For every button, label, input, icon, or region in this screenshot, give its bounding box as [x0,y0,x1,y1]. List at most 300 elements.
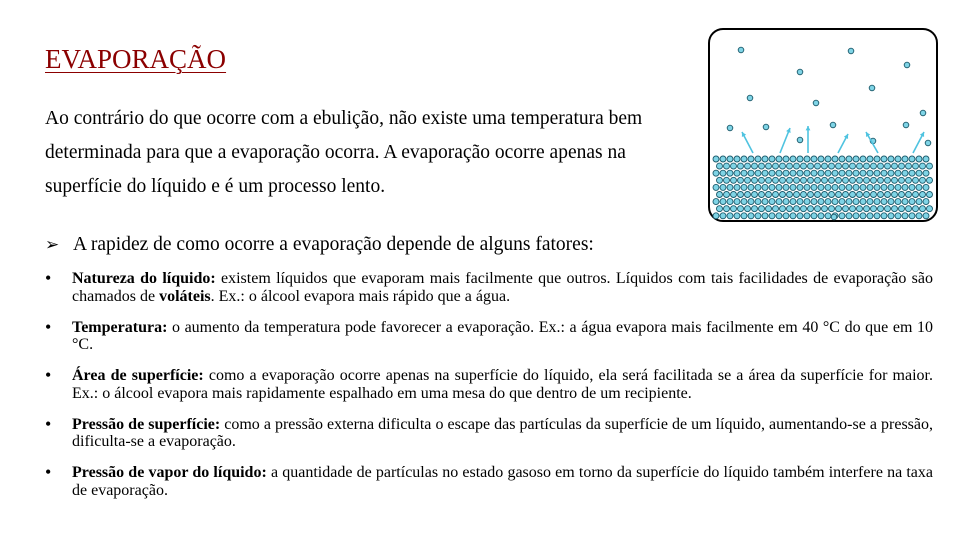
particle [808,192,814,198]
particle [881,213,887,219]
particle [867,213,873,219]
particle [734,170,740,176]
particle [720,199,726,205]
particle [853,170,859,176]
particle [794,177,800,183]
particle [769,213,775,219]
particle [815,177,821,183]
particle [752,206,758,212]
particle [747,95,753,101]
particle [888,170,894,176]
particle [857,206,863,212]
particle [822,177,828,183]
particle [766,192,772,198]
particle [780,206,786,212]
particle [888,213,894,219]
particle [825,213,831,219]
particle [727,184,733,190]
particle [790,213,796,219]
particle [727,156,733,162]
factors-lead [45,234,705,256]
particle [874,156,880,162]
particle [822,163,828,169]
particle [839,156,845,162]
particle [916,184,922,190]
particle [867,199,873,205]
particle [790,156,796,162]
particle [913,163,919,169]
particle [790,199,796,205]
particle [831,214,837,220]
particle [818,170,824,176]
liquid-particles [713,156,933,219]
particle [755,170,761,176]
particle [843,163,849,169]
particle [794,192,800,198]
particle [885,177,891,183]
particle [825,184,831,190]
particle [864,192,870,198]
particle [752,192,758,198]
particle [752,163,758,169]
particle [717,192,723,198]
particle [853,213,859,219]
particle [738,206,744,212]
particle [846,184,852,190]
factors-lead-text: A rapidez de como ocorre a evaporação depende de alguns fatores: [73,234,594,255]
particle [864,206,870,212]
particle [867,170,873,176]
factor-highlight: voláteis [159,287,211,305]
particle [846,213,852,219]
particle [748,213,754,219]
particle [762,156,768,162]
particle [888,184,894,190]
particle [811,184,817,190]
particle [899,177,905,183]
particle [797,137,803,143]
particle [895,213,901,219]
factor-item [45,367,933,402]
particle [731,177,737,183]
particle [766,206,772,212]
particle [906,163,912,169]
particle [850,163,856,169]
factor-text: como a evaporação ocorre apenas na superfície do líquido, ela será facilitada se a área da superfície for maior. Ex.: o álcool evapora mais rapidamente espalhado em uma mesa do que dentro de um recipiente. [72,367,933,402]
particle [871,163,877,169]
particle [713,156,719,162]
particle [909,156,915,162]
particle [797,170,803,176]
particle [874,199,880,205]
particle [881,199,887,205]
particle [895,170,901,176]
particle [867,184,873,190]
particle [916,199,922,205]
particle [920,177,926,183]
particle [738,177,744,183]
particle [763,124,769,130]
particle [860,170,866,176]
particle [738,163,744,169]
particle [874,213,880,219]
particle [927,177,933,183]
particle [773,206,779,212]
arrow-bullet-icon: ➢ [45,235,60,254]
particle [762,199,768,205]
particle [794,206,800,212]
bullet-dot-icon: • [45,365,52,385]
factor-text-2: . Ex.: o álcool evapora mais rápido que a água. [210,287,511,305]
particle [885,192,891,198]
particle [899,163,905,169]
particle [790,184,796,190]
particle [899,206,905,212]
particle [825,199,831,205]
particle [892,206,898,212]
bullet-dot-icon: • [45,462,52,482]
factor-term: Temperatura: [72,318,168,336]
particle [902,170,908,176]
particle [839,170,845,176]
particle [787,206,793,212]
factor-text: como a pressão externa dificulta o escape das partículas da superfície de um líquido, aumentando-se a pressão, dificulta-se a evaporação. [72,415,933,450]
particle [734,199,740,205]
particle [818,156,824,162]
particle [836,192,842,198]
particle [909,170,915,176]
factor-item [45,464,933,499]
particle [815,163,821,169]
particle [860,213,866,219]
particle [738,192,744,198]
factors-list [45,270,933,513]
particle [822,206,828,212]
particle [724,192,730,198]
particle [773,163,779,169]
particle [724,177,730,183]
particle [913,177,919,183]
factor-term: Pressão de superfície: [72,415,221,433]
particle [801,163,807,169]
particle [860,199,866,205]
particle [853,156,859,162]
particle [815,206,821,212]
particle [797,184,803,190]
particle [829,192,835,198]
particle [811,199,817,205]
particle [878,177,884,183]
particle [832,199,838,205]
particle [923,199,929,205]
particle [776,170,782,176]
particle [885,206,891,212]
particle [825,156,831,162]
particle [759,192,765,198]
intro-paragraph: Ao contrário do que ocorre com a ebulição, não existe uma temperatura bem determinada para que a evaporação ocorra. A evaporação ocorre apenas na superfície do líquido e é um processo lento. [45,108,643,197]
particle [850,177,856,183]
particle [906,206,912,212]
particle [839,199,845,205]
particle [902,213,908,219]
particle [839,213,845,219]
particle [818,199,824,205]
particle [745,163,751,169]
particle [769,184,775,190]
particle [734,184,740,190]
particle [787,177,793,183]
particle [787,192,793,198]
particle [832,184,838,190]
particle [927,192,933,198]
particle [780,192,786,198]
particle [720,213,726,219]
particle [766,177,772,183]
particle [738,47,744,53]
particle [804,156,810,162]
particle [895,199,901,205]
particle [811,170,817,176]
particle [748,199,754,205]
particle [909,199,915,205]
particle [713,184,719,190]
bullet-dot-icon: • [45,316,52,337]
particle [783,170,789,176]
particle [801,206,807,212]
particle [752,177,758,183]
particle [759,177,765,183]
particle [762,170,768,176]
particle [811,156,817,162]
factor-text: o aumento da temperatura pode favorecer a evaporação. Ex.: a água evapora mais facilmente em 40 °C do que em 10 °C. [72,318,933,353]
factor-text: existem líquidos que evaporam mais facilmente que outros. Líquidos com tais facilidades de evaporação são chamados de [72,270,933,305]
particle [769,156,775,162]
particle [902,156,908,162]
particle [881,184,887,190]
particle [776,213,782,219]
particle [748,170,754,176]
particle [759,163,765,169]
particle [853,184,859,190]
particle [755,156,761,162]
particle [797,156,803,162]
particle [923,213,929,219]
particle [734,213,740,219]
factor-text: a quantidade de partículas no estado gasoso em torno da superfície do líquido também interfere na taxa de evaporação. [72,464,934,499]
particle [920,163,926,169]
particle [836,177,842,183]
particle [720,170,726,176]
particle [822,192,828,198]
particle [916,156,922,162]
factor-term: Natureza do líquido: [72,270,216,287]
particle [783,199,789,205]
particle [801,177,807,183]
particle [892,177,898,183]
particle [720,156,726,162]
particle [843,192,849,198]
particle [920,192,926,198]
factor-term: Área de superfície: [72,367,204,384]
particle [888,156,894,162]
particle [857,192,863,198]
particle [741,184,747,190]
particle [818,184,824,190]
particle [864,177,870,183]
particle [776,184,782,190]
particle [923,184,929,190]
particle [869,85,875,91]
particle [762,184,768,190]
particle [874,170,880,176]
particle [846,199,852,205]
particle [797,213,803,219]
particle [892,163,898,169]
particle [783,213,789,219]
particle [846,170,852,176]
particle [832,170,838,176]
particle [813,100,819,106]
particle [804,199,810,205]
particle [836,206,842,212]
factor-item [45,270,933,305]
particle [832,156,838,162]
particle [797,199,803,205]
particle [885,163,891,169]
particle [871,192,877,198]
particle [860,184,866,190]
particle [741,156,747,162]
particle [829,163,835,169]
particle [755,184,761,190]
particle [895,184,901,190]
particle [923,156,929,162]
particle [871,177,877,183]
particle [787,163,793,169]
particle [804,184,810,190]
particle [850,192,856,198]
particle [780,177,786,183]
particle [899,192,905,198]
particle [920,206,926,212]
particle [906,177,912,183]
factor-item [45,316,933,354]
particle [727,199,733,205]
particle [769,199,775,205]
particle [843,177,849,183]
particle [839,184,845,190]
particle [731,163,737,169]
particle [731,206,737,212]
particle [902,199,908,205]
particle [745,177,751,183]
particle [923,170,929,176]
particle [825,170,831,176]
particle [755,199,761,205]
particle [717,163,723,169]
particle [881,170,887,176]
particle [927,163,933,169]
particle [741,213,747,219]
particle [829,177,835,183]
particle [745,192,751,198]
particle [804,213,810,219]
particle [783,156,789,162]
particle [724,206,730,212]
particle [762,213,768,219]
particle [748,184,754,190]
particle [797,69,803,75]
particle [906,192,912,198]
particle [731,192,737,198]
particle [783,184,789,190]
particle [864,163,870,169]
particle [846,156,852,162]
particle [776,199,782,205]
particle [794,163,800,169]
particle [713,199,719,205]
particle [727,170,733,176]
particle [927,206,933,212]
particle [776,156,782,162]
particle [773,177,779,183]
particle [734,156,740,162]
evaporation-particles-diagram [708,28,938,222]
particle [853,199,859,205]
particle [843,206,849,212]
particle [830,122,836,128]
bullet-dot-icon: • [45,268,52,288]
factor-term: Pressão de vapor do líquido: [72,464,267,481]
particle [874,184,880,190]
particle [892,192,898,198]
particle [713,170,719,176]
particle [836,163,842,169]
particle [829,206,835,212]
particle [808,206,814,212]
particle [801,192,807,198]
particle [724,163,730,169]
particle [881,156,887,162]
particle [848,48,854,54]
particle [808,177,814,183]
particle [766,163,772,169]
particle [713,213,719,219]
particle [741,199,747,205]
particle [759,206,765,212]
particle [818,213,824,219]
particle [888,199,894,205]
factor-item [45,413,933,451]
particle [804,170,810,176]
particle [916,170,922,176]
particle [925,140,931,146]
particle [878,163,884,169]
particle [909,213,915,219]
particle [920,110,926,116]
particle [850,206,856,212]
page-title: EVAPORAÇÃO [45,44,227,74]
bullet-dot-icon: • [45,413,52,434]
particle [717,206,723,212]
particle [755,213,761,219]
particle [857,163,863,169]
particle [860,156,866,162]
particle [904,62,910,68]
particle [895,156,901,162]
particle [878,192,884,198]
particle [727,125,733,131]
